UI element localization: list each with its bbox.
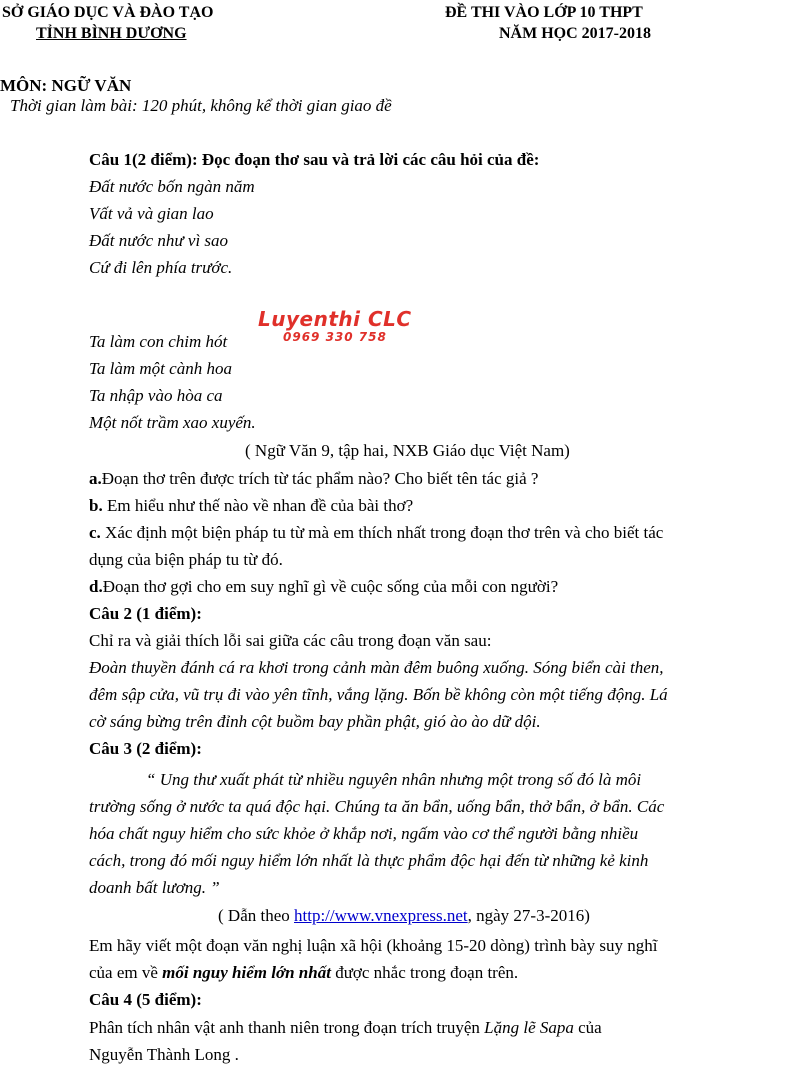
q3-quote-line: cách, trong đó mối nguy hiểm lớn nhất là thực phẩm độc hại đến từ những kẻ kinh (89, 851, 649, 870)
q4-text-suffix: của (573, 1018, 602, 1037)
poem-source: ( Ngữ Văn 9, tập hai, NXB Giáo dục Việt Nam) (245, 441, 570, 460)
dept-name: SỞ GIÁO DỤC VÀ ĐÀO TẠO (2, 4, 214, 21)
q3-quote-line: “ Ung thư xuất phát từ nhiều nguyên nhân nhưng một trong số đó là môi (146, 770, 642, 789)
time-note: Thời gian làm bài: 120 phút, không kể thời gian giao đề (10, 96, 392, 115)
q1-part-b (89, 496, 413, 516)
q3-task-line-2 (89, 963, 518, 983)
poem1-line: Đất nước như vì sao (89, 231, 229, 250)
q1-a-text: Đoạn thơ trên được trích từ tác phẩm nào? Cho biết tên tác giả ? (101, 469, 539, 488)
q3-task-suffix: được nhắc trong đoạn trên. (330, 963, 519, 982)
q4-work-title: Lặng lẽ Sapa (484, 1018, 574, 1037)
poem1-line: Cứ đi lên phía trước. (89, 258, 233, 277)
q2-passage-line: Đoàn thuyền đánh cá ra khơi trong cảnh màn đêm buông xuống. Sóng biển cài then, (89, 658, 664, 677)
poem1-line: Đất nước bốn ngàn năm (89, 177, 255, 196)
q3-source-prefix: ( Dẫn theo (218, 906, 295, 925)
q1-a-label: a. (89, 469, 102, 488)
q1-d-text: Đoạn thơ gợi cho em suy nghĩ gì về cuộc sống của mỗi con người? (102, 577, 559, 596)
q2-passage-line: cờ sáng bừng trên đỉnh cột buồm bay phần phật, gió ào ào dữ dội. (89, 712, 541, 731)
q3-task-line: Em hãy viết một đoạn văn nghị luận xã hội (khoảng 15-20 dòng) trình bày suy nghĩ (89, 936, 658, 955)
school-year: NĂM HỌC 2017-2018 (499, 25, 651, 42)
q1-part-c (89, 523, 663, 543)
q3-quote-line: trường sống ở nước ta quá độc hại. Chúng ta ăn bẩn, uống bẩn, thở bẩn, ở bẩn. Các (89, 797, 665, 816)
q4-title: Câu 4 (5 điểm): (89, 990, 202, 1009)
q3-quote-line: doanh bất lương. ” (89, 878, 220, 897)
q4-author-line: Nguyễn Thành Long . (89, 1045, 239, 1064)
q3-source (218, 906, 590, 926)
subject-title: MÔN: NGỮ VĂN (0, 76, 132, 95)
watermark-title: Luyenthi CLC (258, 307, 412, 331)
source-link[interactable]: http://www.vnexpress.net (294, 906, 468, 925)
poem2-line: Ta nhập vào hòa ca (89, 386, 223, 405)
exam-title: ĐỀ THI VÀO LỚP 10 THPT (445, 4, 643, 21)
q2-title: Câu 2 (1 điểm): (89, 604, 202, 623)
watermark-phone: 0969 330 758 (283, 330, 387, 344)
q4-text-line (89, 1018, 602, 1038)
q1-title: Câu 1(2 điểm): Đọc đoạn thơ sau và trả lời các câu hỏi của đề: (89, 150, 540, 169)
q1-part-a (89, 469, 538, 489)
q3-source-suffix: , ngày 27-3-2016) (467, 906, 590, 925)
poem2-line: Ta làm một cành hoa (89, 359, 232, 378)
q1-b-text: Em hiểu như thế nào về nhan đề của bài thơ? (102, 496, 414, 515)
q3-quote-line: hóa chất nguy hiểm cho sức khỏe ở khắp nơi, ngấm vào cơ thể người bằng nhiều (89, 824, 639, 843)
q1-b-label: b. (89, 496, 103, 515)
q4-text-prefix: Phân tích nhân vật anh thanh niên trong đoạn trích truyện (89, 1018, 485, 1037)
q3-task-emphasis: mối nguy hiểm lớn nhất (162, 963, 331, 982)
q2-instruction: Chỉ ra và giải thích lỗi sai giữa các câu trong đoạn văn sau: (89, 631, 492, 650)
q1-part-c-cont: dụng của biện pháp tu từ đó. (89, 550, 283, 569)
poem1-line: Vất vả và gian lao (89, 204, 214, 223)
q1-part-d (89, 577, 558, 597)
province-name: TỈNH BÌNH DƯƠNG (36, 25, 187, 42)
q1-d-label: d. (89, 577, 103, 596)
q3-task-prefix: của em về (89, 963, 163, 982)
poem2-line: Ta làm con chim hót (89, 332, 228, 351)
q2-passage-line: đêm sập cửa, vũ trụ đi vào yên tĩnh, vắng lặng. Bốn bề không còn một tiếng động. Lá (89, 685, 668, 704)
q3-title: Câu 3 (2 điểm): (89, 739, 202, 758)
poem2-line: Một nốt trầm xao xuyến. (89, 413, 256, 432)
q1-c-text: Xác định một biện pháp tu từ mà em thích nhất trong đoạn thơ trên và cho biết tác (100, 523, 664, 542)
q1-c-label: c. (89, 523, 101, 542)
